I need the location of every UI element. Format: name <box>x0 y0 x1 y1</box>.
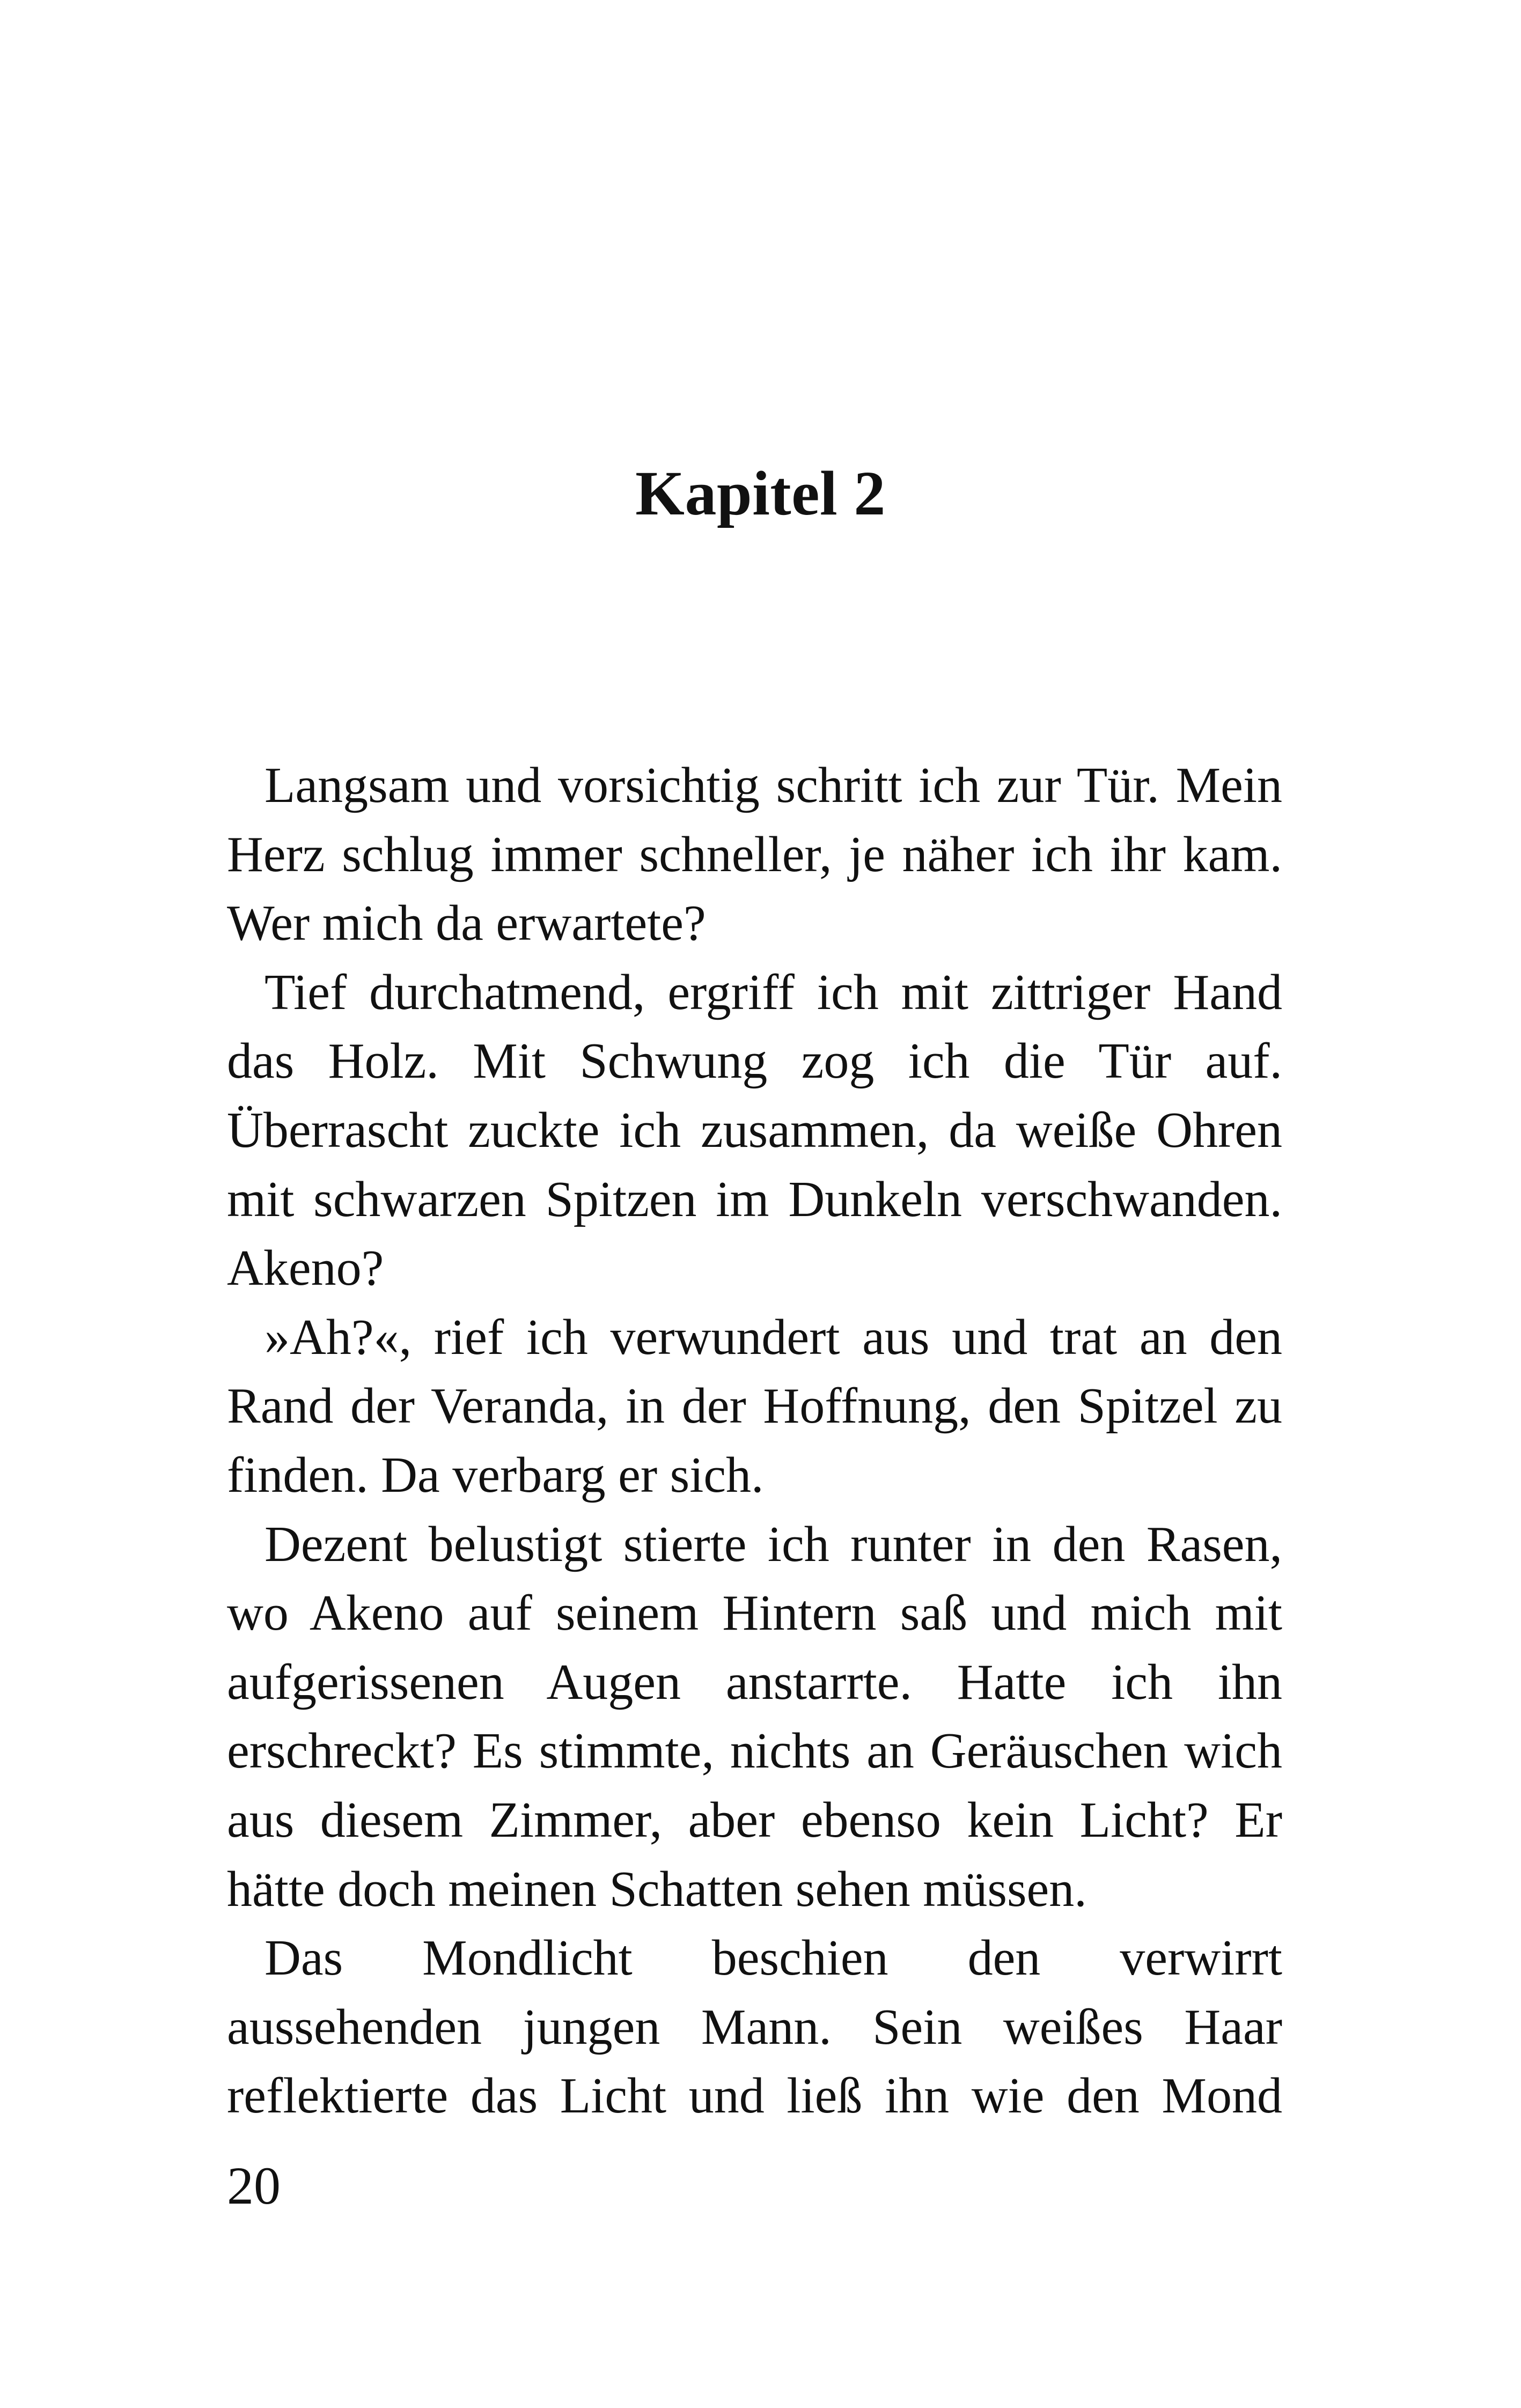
paragraph: Das Mondlicht beschien den verwirrt aussehenden jungen Mann. Sein weißes Haar reflektierte das Licht und ließ ihn wie den Mond <box>227 1930 1282 2124</box>
body-text <box>227 751 1282 2131</box>
paragraph: Langsam und vorsichtig schritt ich zur Tür. Mein Herz schlug immer schneller, je näher ich ihr kam. Wer mich da erwartete? <box>227 757 1282 952</box>
paragraph: Tief durchatmend, ergriff ich mit zittriger Hand das Holz. Mit Schwung zog ich die Tür auf. Überrascht zuckte ich zusammen, da weiße Ohren mit schwarzen Spitzen im Dunkeln verschwanden. Akeno? <box>227 964 1282 1297</box>
paragraph: Dezent belustigt stierte ich runter in den Rasen, wo Akeno auf seinem Hintern saß und mich mit aufgerissenen Augen anstarrte. Hatte ich ihn erschreckt? Es stimmte, nichts an Geräuschen wich aus diesem Zimmer, aber ebenso kein Licht? Er hätte doch meinen Schatten sehen müssen. <box>227 1516 1282 1917</box>
paragraph: »Ah?«, rief ich verwundert aus und trat an den Rand der Veranda, in der Hoffnung, den Spitzel zu finden. Da verbarg er sich. <box>227 1309 1282 1503</box>
page-number: 20 <box>227 2156 281 2215</box>
chapter-title: Kapitel 2 <box>635 458 886 528</box>
